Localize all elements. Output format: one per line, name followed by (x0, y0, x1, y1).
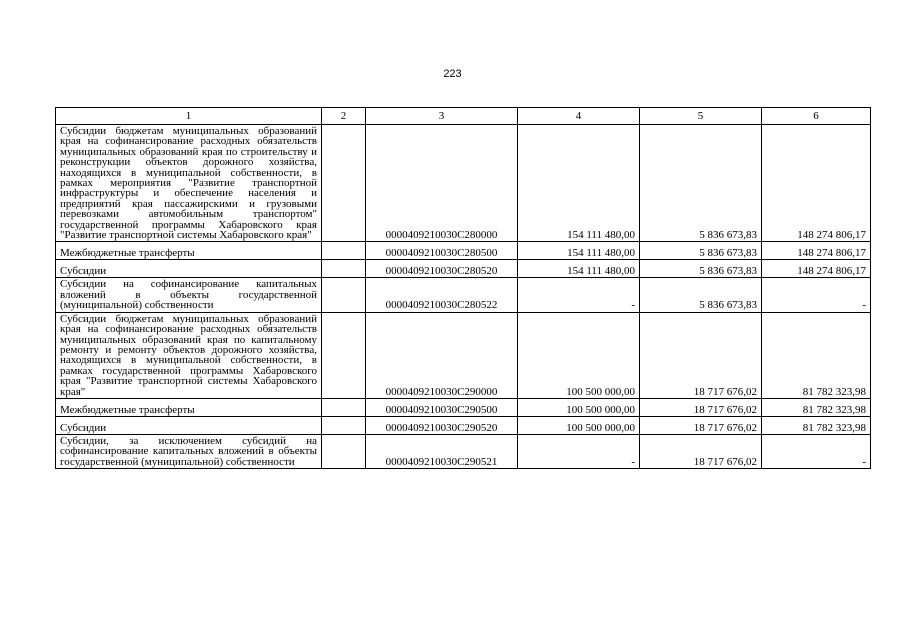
row-value-5-cell: 5 836 673,83 (640, 260, 762, 278)
row-value-5-cell: 5 836 673,83 (640, 125, 762, 242)
row-code-cell: 0000409210030С290000 (366, 312, 518, 398)
row-col2-cell (322, 416, 366, 434)
row-value-6-cell: 81 782 323,98 (762, 416, 871, 434)
row-col2-cell (322, 398, 366, 416)
row-value-6-cell: - (762, 434, 871, 468)
row-code-cell: 0000409210030С280000 (366, 125, 518, 242)
column-header-4: 4 (518, 108, 640, 125)
table-header-row (56, 108, 871, 125)
column-header-6: 6 (762, 108, 871, 125)
table-row (56, 398, 871, 416)
row-name-cell: Межбюджетные трансферты (56, 242, 322, 260)
row-col2-cell (322, 434, 366, 468)
row-name-cell: Межбюджетные трансферты (56, 398, 322, 416)
row-value-4-cell: 100 500 000,00 (518, 416, 640, 434)
row-value-5-cell: 5 836 673,83 (640, 278, 762, 312)
table-row (56, 278, 871, 312)
row-value-5-cell: 18 717 676,02 (640, 416, 762, 434)
row-value-6-cell: 81 782 323,98 (762, 312, 871, 398)
row-value-5-cell: 5 836 673,83 (640, 242, 762, 260)
row-value-5-cell: 18 717 676,02 (640, 312, 762, 398)
column-header-2: 2 (322, 108, 366, 125)
table-row (56, 434, 871, 468)
row-name-cell: Субсидии бюджетам муниципальных образований края на софинансирование расходных обязательств муниципальных образований края по капитальному ремонту и ремонту объектов дорожного хозяйства, находящихся в муниципальной собственности, в рамках государственной программы Хабаровского края "Развитие транспортной системы Хабаровского края" (56, 312, 322, 398)
table-row (56, 416, 871, 434)
row-code-cell: 0000409210030С290521 (366, 434, 518, 468)
row-col2-cell (322, 125, 366, 242)
row-name-cell: Субсидии на софинансирование капитальных вложений в объекты государственной (муниципальной) собственности (56, 278, 322, 312)
row-value-4-cell: 154 111 480,00 (518, 260, 640, 278)
column-header-3: 3 (366, 108, 518, 125)
row-value-5-cell: 18 717 676,02 (640, 434, 762, 468)
row-name-cell: Субсидии, за исключением субсидий на софинансирование капитальных вложений в объекты государственной (муниципальной) собственности (56, 434, 322, 468)
row-name-cell: Субсидии (56, 416, 322, 434)
row-value-6-cell: 81 782 323,98 (762, 398, 871, 416)
row-code-cell: 0000409210030С290520 (366, 416, 518, 434)
row-value-4-cell: - (518, 434, 640, 468)
row-col2-cell (322, 260, 366, 278)
row-value-4-cell: 100 500 000,00 (518, 398, 640, 416)
row-value-6-cell: 148 274 806,17 (762, 242, 871, 260)
budget-table (55, 107, 871, 469)
column-header-1: 1 (56, 108, 322, 125)
table-row (56, 312, 871, 398)
table-row (56, 242, 871, 260)
row-col2-cell (322, 278, 366, 312)
row-col2-cell (322, 312, 366, 398)
row-col2-cell (322, 242, 366, 260)
row-value-4-cell: 154 111 480,00 (518, 125, 640, 242)
table-row (56, 125, 871, 242)
row-code-cell: 0000409210030С280522 (366, 278, 518, 312)
row-value-4-cell: 154 111 480,00 (518, 242, 640, 260)
row-value-6-cell: 148 274 806,17 (762, 260, 871, 278)
row-name-cell: Субсидии бюджетам муниципальных образований края на софинансирование расходных обязательств муниципальных образований края по строительству и реконструкции объектов дорожного хозяйства, находящихся в муниципальной собственности, в рамках мероприятия "Развитие транспортной инфраструктуры и обеспечение населения и предприятий края пассажирскими и грузовыми перевозками автомобильным транспортом" государственной программы Хабаровского края "Развитие транспортной системы Хабаровского края" (56, 125, 322, 242)
row-code-cell: 0000409210030С280520 (366, 260, 518, 278)
row-code-cell: 0000409210030С280500 (366, 242, 518, 260)
row-value-5-cell: 18 717 676,02 (640, 398, 762, 416)
row-value-6-cell: 148 274 806,17 (762, 125, 871, 242)
page-number: 223 (443, 68, 462, 80)
row-value-4-cell: 100 500 000,00 (518, 312, 640, 398)
row-value-4-cell: - (518, 278, 640, 312)
table-row (56, 260, 871, 278)
row-code-cell: 0000409210030С290500 (366, 398, 518, 416)
row-name-cell: Субсидии (56, 260, 322, 278)
column-header-5: 5 (640, 108, 762, 125)
row-value-6-cell: - (762, 278, 871, 312)
